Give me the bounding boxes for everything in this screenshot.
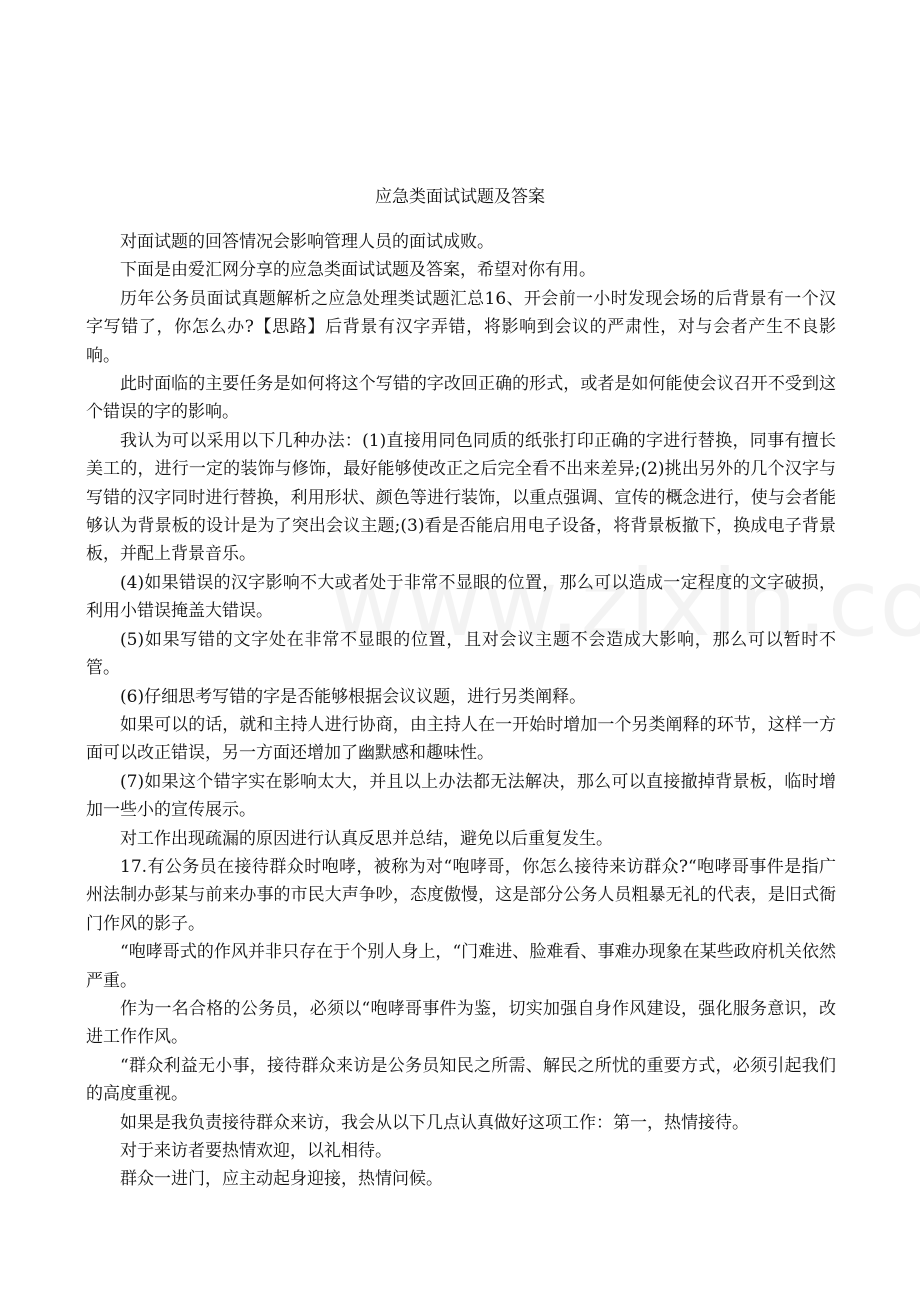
paragraph-6: (4)如果错误的汉字影响不大或者处于非常不显眼的位置，那么可以造成一定程度的文字破损，利用小错误掩盖大错误。 [86, 572, 836, 622]
paragraph-7: (5)如果写错的文字处在非常不显眼的位置，且对会议主题不会造成大影响，那么可以暂时不管。 [86, 629, 836, 679]
paragraph-3: 历年公务员面试真题解析之应急处理类试题汇总16、开会前一小时发现会场的后背景有一个汉字写错了，你怎么办?【思路】后背景有汉字弄错，将影响到会议的严肃性，对与会者产生不良影响。 [86, 288, 836, 366]
paragraph-14: 作为一名合格的公务员，必须以“咆哮哥事件为鉴，切实加强自身作风建设，强化服务意识，改进工作作风。 [86, 998, 836, 1048]
paragraph-10: (7)如果这个错字实在影响太大，并且以上办法都无法解决，那么可以直接撤掉背景板，临时增加一些小的宣传展示。 [86, 771, 836, 821]
paragraph-12: 17.有公务员在接待群众时咆哮，被称为对“咆哮哥，你怎么接待来访群众?“咆哮哥事件是指广州法制办彭某与前来办事的市民大声争吵，态度傲慢，这是部分公务人员粗暴无礼的代表，是旧式衙门作风的影子。 [86, 856, 836, 934]
paragraph-11: 对工作出现疏漏的原因进行认真反思并总结，避免以后重复发生。 [120, 828, 613, 849]
paragraph-16: 如果是我负责接待群众来访，我会从以下几点认真做好这项工作：第一，热情接待。 [120, 1112, 749, 1133]
paragraph-15: “群众利益无小事，接待群众来访是公务员知民之所需、解民之所忧的重要方式，必须引起我们的高度重视。 [86, 1055, 836, 1105]
paragraph-4: 此时面临的主要任务是如何将这个写错的字改回正确的形式，或者是如何能使会议召开不受到这个错误的字的影响。 [86, 374, 836, 423]
paragraph-18: 群众一进门，应主动起身迎接，热情问候。 [120, 1169, 443, 1190]
paragraph-13: “咆哮哥式的作风并非只存在于个别人身上，“门难进、脸难看、事难办现象在某些政府机关依然严重。 [86, 942, 836, 991]
paragraph-5: 我认为可以采用以下几种办法：(1)直接用同色同质的纸张打印正确的字进行替换，同事有擅长美工的，进行一定的装饰与修饰，最好能够使改正之后完全看不出来差异;(2)挑出另外的几个汉字与写错的汉字同时进行替换，利用形状、颜色等进行装饰，以重点强调、宣传的概念进行，使与会者能够认为背景板的设计是为了突出会议主题;(3)看是否能启用电子设备，将背景板撤下，换成电子背景板，并配上背景音乐。 [86, 430, 836, 565]
paragraph-1: 对面试题的回答情况会影响管理人员的面试成败。 [120, 232, 494, 252]
document-title: 应急类面试试题及答案 [375, 187, 545, 207]
paragraph-9: 如果可以的话，就和主持人进行协商，由主持人在一开始时增加一个另类阐释的环节，这样一方面可以改正错误，另一方面还增加了幽默感和趣味性。 [86, 714, 836, 764]
paragraph-17: 对于来访者要热情欢迎，以礼相待。 [120, 1141, 392, 1161]
document-body [86, 228, 836, 1194]
paragraph-2: 下面是由爱汇网分享的应急类面试试题及答案，希望对你有用。 [120, 260, 596, 281]
paragraph-8: (6)仔细思考写错的字是否能够根据会议议题，进行另类阐释。 [120, 686, 587, 707]
